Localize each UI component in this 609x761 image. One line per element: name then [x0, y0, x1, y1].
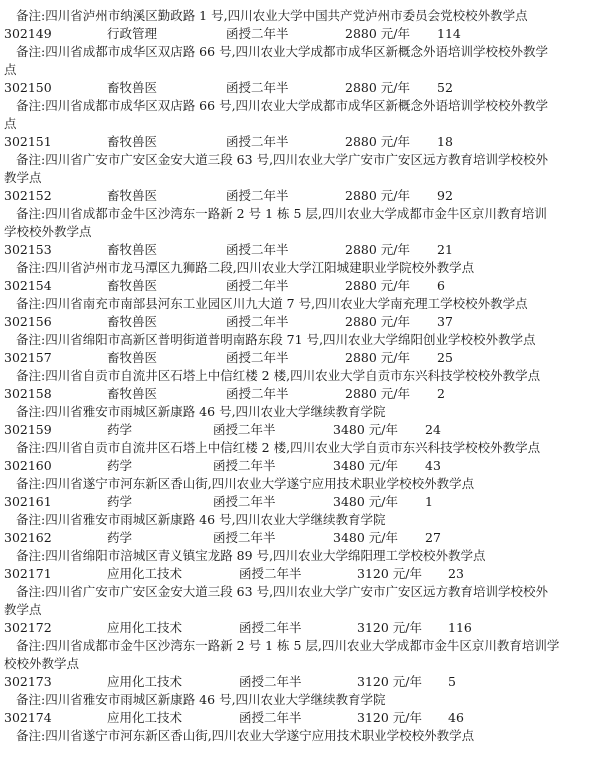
- note-line: 备注:四川省泸州市纳溪区勤政路 1 号,四川农业大学中国共产党泸州市委员会党校校外教学点: [16, 8, 528, 23]
- tuition-fee: 2880 元/年: [345, 242, 410, 257]
- tuition-fee: 2880 元/年: [345, 80, 410, 95]
- enrollment-count: 25: [437, 350, 453, 365]
- major-name: 药学: [107, 494, 133, 509]
- study-form: 函授二年半: [239, 620, 302, 635]
- note-line: 备注:四川省泸州市龙马潭区九狮路二段,四川农业大学江阳城建职业学院校外教学点: [16, 260, 475, 275]
- note-continuation: 点: [4, 116, 17, 131]
- tuition-fee: 3480 元/年: [333, 530, 398, 545]
- note-line: 备注:四川省成都市成华区双店路 66 号,四川农业大学成都市成华区新概念外语培训学校校外教学: [16, 98, 549, 113]
- enrollment-count: 1: [425, 494, 433, 509]
- note-line: 备注:四川省广安市广安区金安大道三段 63 号,四川农业大学广安市广安区远方教育培训学校校外: [16, 152, 549, 167]
- table-row: [0, 530, 609, 546]
- enrollment-count: 43: [425, 458, 441, 473]
- note-continuation: 教学点: [4, 602, 42, 617]
- study-form: 函授二年半: [226, 188, 289, 203]
- tuition-fee: 2880 元/年: [345, 350, 410, 365]
- major-name: 畜牧兽医: [107, 242, 158, 257]
- note-line: 备注:四川省成都市金牛区沙湾东一路新 2 号 1 栋 5 层,四川农业大学成都市金牛区京川教育培训学: [16, 638, 560, 653]
- study-form: 函授二年半: [239, 710, 302, 725]
- enrollment-count: 114: [437, 26, 461, 41]
- note-line: 备注:四川省绵阳市高新区普明街道普明南路东段 71 号,四川农业大学绵阳创业学校校外教学点: [16, 332, 536, 347]
- tuition-fee: 3480 元/年: [333, 494, 398, 509]
- tuition-fee: 2880 元/年: [345, 134, 410, 149]
- major-name: 应用化工技术: [107, 566, 183, 581]
- tuition-fee: 2880 元/年: [345, 386, 410, 401]
- note-line: 备注:四川省绵阳市涪城区青义镇宝龙路 89 号,四川农业大学绵阳理工学校校外教学点: [16, 548, 486, 563]
- note-line: 备注:四川省自贡市自流井区石塔上中信红楼 2 楼,四川农业大学自贡市东兴科技学校校外教学点: [16, 440, 541, 455]
- major-code: 302154: [4, 278, 52, 293]
- major-code: 302172: [4, 620, 52, 635]
- study-form: 函授二年半: [239, 566, 302, 581]
- table-row: [0, 494, 609, 510]
- tuition-fee: 2880 元/年: [345, 188, 410, 203]
- enrollment-count: 18: [437, 134, 453, 149]
- major-name: 畜牧兽医: [107, 314, 158, 329]
- major-code: 302150: [4, 80, 52, 95]
- table-row: [0, 188, 609, 204]
- major-code: 302158: [4, 386, 52, 401]
- major-code: 302149: [4, 26, 52, 41]
- table-row: [0, 674, 609, 690]
- major-code: 302157: [4, 350, 52, 365]
- enrollment-count: 37: [437, 314, 453, 329]
- enrollment-count: 5: [448, 674, 456, 689]
- note-line: 备注:四川省雅安市雨城区新康路 46 号,四川农业大学继续教育学院: [16, 692, 386, 707]
- study-form: 函授二年半: [226, 26, 289, 41]
- note-continuation: 点: [4, 62, 17, 77]
- tuition-fee: 2880 元/年: [345, 26, 410, 41]
- enrollment-count: 52: [437, 80, 453, 95]
- major-name: 畜牧兽医: [107, 386, 158, 401]
- table-row: [0, 422, 609, 438]
- table-row: [0, 314, 609, 330]
- enrollment-count: 27: [425, 530, 441, 545]
- enrollment-count: 6: [437, 278, 445, 293]
- study-form: 函授二年半: [226, 242, 289, 257]
- tuition-fee: 2880 元/年: [345, 278, 410, 293]
- note-line: 备注:四川省雅安市雨城区新康路 46 号,四川农业大学继续教育学院: [16, 512, 386, 527]
- enrollment-count: 92: [437, 188, 453, 203]
- study-form: 函授二年半: [226, 350, 289, 365]
- major-name: 畜牧兽医: [107, 278, 158, 293]
- note-continuation: 校校外教学点: [4, 656, 80, 671]
- table-row: [0, 350, 609, 366]
- note-line: 备注:四川省南充市南部县河东工业园区川九大道 7 号,四川农业大学南充理工学校校外教学点: [16, 296, 528, 311]
- table-row: [0, 278, 609, 294]
- study-form: 函授二年半: [213, 422, 276, 437]
- major-code: 302159: [4, 422, 52, 437]
- enrollment-count: 116: [448, 620, 472, 635]
- table-row: [0, 80, 609, 96]
- major-name: 畜牧兽医: [107, 80, 158, 95]
- note-line: 备注:四川省雅安市雨城区新康路 46 号,四川农业大学继续教育学院: [16, 404, 386, 419]
- tuition-fee: 3120 元/年: [357, 674, 422, 689]
- study-form: 函授二年半: [239, 674, 302, 689]
- table-row: [0, 620, 609, 636]
- note-line: 备注:四川省广安市广安区金安大道三段 63 号,四川农业大学广安市广安区远方教育培训学校校外: [16, 584, 549, 599]
- enrollment-count: 46: [448, 710, 464, 725]
- major-name: 畜牧兽医: [107, 188, 158, 203]
- tuition-fee: 3480 元/年: [333, 422, 398, 437]
- major-name: 应用化工技术: [107, 710, 183, 725]
- major-name: 药学: [107, 458, 133, 473]
- enrollment-count: 2: [437, 386, 445, 401]
- major-code: 302151: [4, 134, 52, 149]
- major-name: 应用化工技术: [107, 674, 183, 689]
- major-name: 药学: [107, 422, 133, 437]
- major-name: 药学: [107, 530, 133, 545]
- major-code: 302171: [4, 566, 52, 581]
- study-form: 函授二年半: [226, 278, 289, 293]
- enrollment-count: 21: [437, 242, 453, 257]
- note-continuation: 学校校外教学点: [4, 224, 92, 239]
- major-code: 302162: [4, 530, 52, 545]
- note-line: 备注:四川省成都市成华区双店路 66 号,四川农业大学成都市成华区新概念外语培训学校校外教学: [16, 44, 549, 59]
- study-form: 函授二年半: [213, 530, 276, 545]
- table-row: [0, 458, 609, 474]
- study-form: 函授二年半: [226, 386, 289, 401]
- table-row: [0, 710, 609, 726]
- major-name: 应用化工技术: [107, 620, 183, 635]
- study-form: 函授二年半: [213, 458, 276, 473]
- study-form: 函授二年半: [226, 134, 289, 149]
- major-code: 302173: [4, 674, 52, 689]
- tuition-fee: 3480 元/年: [333, 458, 398, 473]
- major-code: 302174: [4, 710, 52, 725]
- note-line: 备注:四川省遂宁市河东新区香山街,四川农业大学遂宁应用技术职业学校校外教学点: [16, 728, 475, 743]
- major-name: 畜牧兽医: [107, 350, 158, 365]
- tuition-fee: 2880 元/年: [345, 314, 410, 329]
- note-line: 备注:四川省自贡市自流井区石塔上中信红楼 2 楼,四川农业大学自贡市东兴科技学校校外教学点: [16, 368, 541, 383]
- major-name: 畜牧兽医: [107, 134, 158, 149]
- tuition-fee: 3120 元/年: [357, 710, 422, 725]
- table-row: [0, 134, 609, 150]
- table-row: [0, 566, 609, 582]
- major-code: 302160: [4, 458, 52, 473]
- major-code: 302153: [4, 242, 52, 257]
- tuition-fee: 3120 元/年: [357, 566, 422, 581]
- major-code: 302161: [4, 494, 52, 509]
- major-code: 302156: [4, 314, 52, 329]
- major-code: 302152: [4, 188, 52, 203]
- note-line: 备注:四川省成都市金牛区沙湾东一路新 2 号 1 栋 5 层,四川农业大学成都市金牛区京川教育培训: [16, 206, 547, 221]
- enrollment-count: 24: [425, 422, 441, 437]
- table-row: [0, 26, 609, 42]
- note-continuation: 教学点: [4, 170, 42, 185]
- enrollment-count: 23: [448, 566, 464, 581]
- study-form: 函授二年半: [226, 80, 289, 95]
- study-form: 函授二年半: [226, 314, 289, 329]
- table-row: [0, 386, 609, 402]
- note-line: 备注:四川省遂宁市河东新区香山街,四川农业大学遂宁应用技术职业学校校外教学点: [16, 476, 475, 491]
- major-name: 行政管理: [107, 26, 158, 41]
- tuition-fee: 3120 元/年: [357, 620, 422, 635]
- table-row: [0, 242, 609, 258]
- study-form: 函授二年半: [213, 494, 276, 509]
